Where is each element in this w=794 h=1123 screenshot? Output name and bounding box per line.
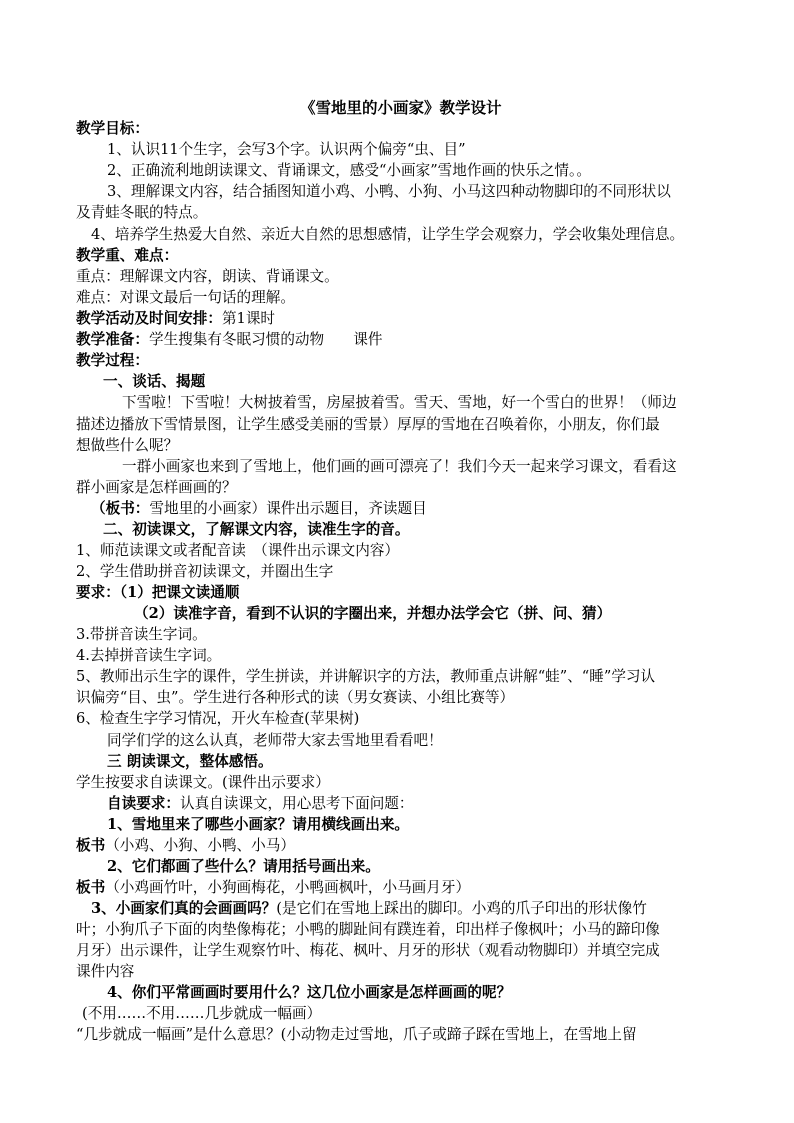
text-line: 识偏旁“目、虫”。学生进行各种形式的读（男女赛读、小组比赛等）: [76, 689, 515, 706]
text-line: 3、理解课文内容，结合插图知道小鸡、小鸭、小狗、小马这四种动物脚印的不同形状以: [107, 183, 671, 200]
text-line: 5、教师出示生字的课件，学生拼读，并讲解识字的方法，教师重点讲解“蛙”、“睡”学习认: [76, 668, 656, 685]
line-body: 认真自读课文，用心思考下面问题：: [179, 795, 414, 812]
text-line: 1、认识11个生字，会写3个字。认识两个偏旁“虫、目”: [107, 141, 466, 158]
line-body: (是它们在雪地上踩出的脚印。小鸡的爪子印出的形状像竹: [276, 900, 647, 917]
text-line: 4.去掉拼音读生字词。: [76, 647, 222, 664]
text-line: 想做些什么呢？: [76, 437, 179, 454]
text-line: 课件内容: [76, 963, 135, 980]
text-line: [107, 793, 718, 815]
text-line: 2、学生借助拼音初读课文，并圈出生字: [76, 563, 334, 580]
text-line: 下雪啦！下雪啦！大树披着雪，房屋披着雪。雪天、雪地，好一个雪白的世界！（师边: [122, 394, 677, 411]
text-line: 二、初读课文，了解课文内容，读准生字的音。: [103, 521, 410, 538]
line-body: （小鸡、小狗、小鸭、小马）: [105, 837, 295, 854]
text-line: 一群小画家也来到了雪地上，他们画的画可漂亮了！我们今天一起来学习课文，看看这: [122, 458, 677, 475]
text-line: 难点：对课文最后一句话的理解。: [76, 289, 295, 306]
text-line: 描述边播放下雪情景图，让学生感受美丽的雪景）厚厚的雪地在召唤着你，小朋友，你们最: [76, 416, 660, 433]
page-title: 《雪地里的小画家》教学设计: [300, 98, 502, 117]
text-line: 月牙）出示课件，让学生观察竹叶、梅花、枫叶、月牙的形状（观看动物脚印）并填空完成: [76, 942, 660, 959]
text-line: 教学过程：: [76, 352, 149, 369]
line-label: 3、小画家们真的会画画吗？: [91, 900, 277, 917]
text-line: [76, 329, 718, 351]
text-line: （2）读准字音，看到不认识的字圈出来，并想办法学会它（拼、问、猜）: [134, 605, 612, 622]
text-line: 一、谈话、揭题: [103, 373, 206, 390]
text-line: 6、检查生字学习情况，开火车检查(苹果树): [76, 710, 360, 727]
line-body: 学生搜集有冬眠习惯的动物 课件: [148, 331, 383, 348]
line-label: （板书：: [91, 500, 150, 517]
line-label: 教学准备：: [76, 331, 149, 348]
line-label: 板书: [76, 837, 106, 854]
text-line: 教学重、难点：: [76, 247, 179, 264]
text-line: 叶；小狗爪子下面的肉垫像梅花；小鸭的脚趾间有蹼连着，印出样子像枫叶；小马的蹄印像: [76, 921, 660, 938]
line-label: 教学活动及时间安排：: [76, 310, 222, 327]
text-line: [91, 898, 718, 920]
text-line: 要求：（1）把课文读通顺: [76, 584, 240, 601]
text-line: 学生按要求自读课文。(课件出示要求）: [76, 774, 330, 791]
text-line: “几步就成一幅画”是什么意思？(小动物走过雪地，爪子或蹄子踩在雪地上，在雪地上留: [76, 1026, 637, 1043]
line-label: 板书: [76, 879, 106, 896]
text-line: 4、你们平常画画时要用什么？这几位小画家是怎样画画的呢？: [107, 984, 512, 1001]
text-line: 重点：理解课文内容，朗读、背诵课文。: [76, 268, 339, 285]
text-line: 3.带拼音读生字词。: [76, 626, 207, 643]
line-body: （小鸡画竹叶，小狗画梅花，小鸭画枫叶，小马画月牙）: [105, 879, 471, 896]
line-label: 自读要求：: [107, 795, 180, 812]
text-line: 同学们学的这么认真，老师带大家去雪地里看看吧！: [107, 732, 443, 749]
text-line: [76, 308, 718, 330]
text-line: 三 朗读课文，整体感悟。: [107, 753, 273, 770]
text-line: 1、雪地里来了哪些小画家？请用横线画出来。: [107, 816, 410, 833]
text-line: 教学目标：: [76, 120, 149, 137]
line-body: 第1课时: [221, 310, 276, 327]
text-line: 群小画家是怎样画画的？: [76, 479, 237, 496]
text-line: [76, 877, 718, 899]
text-line: [76, 835, 718, 857]
text-line: [91, 498, 718, 520]
text-line: 及青蛙冬眠的特点。: [76, 204, 208, 221]
line-body: 雪地里的小画家）课件出示题目，齐读题目: [149, 500, 427, 517]
text-line: 2、它们都画了些什么？请用括号画出来。: [107, 858, 380, 875]
text-line: 2、正确流利地朗读课文、背诵课文，感受“小画家”雪地作画的快乐之情。。: [107, 162, 591, 179]
text-line: (不用……不用……几步就成一幅画）: [82, 1005, 322, 1022]
text-line: 4、培养学生热爱大自然、亲近大自然的思想感情，让学生学会观察力，学会收集处理信息。: [91, 226, 685, 243]
text-line: 1、师范读课文或者配音读 （课件出示课文内容）: [76, 542, 400, 559]
